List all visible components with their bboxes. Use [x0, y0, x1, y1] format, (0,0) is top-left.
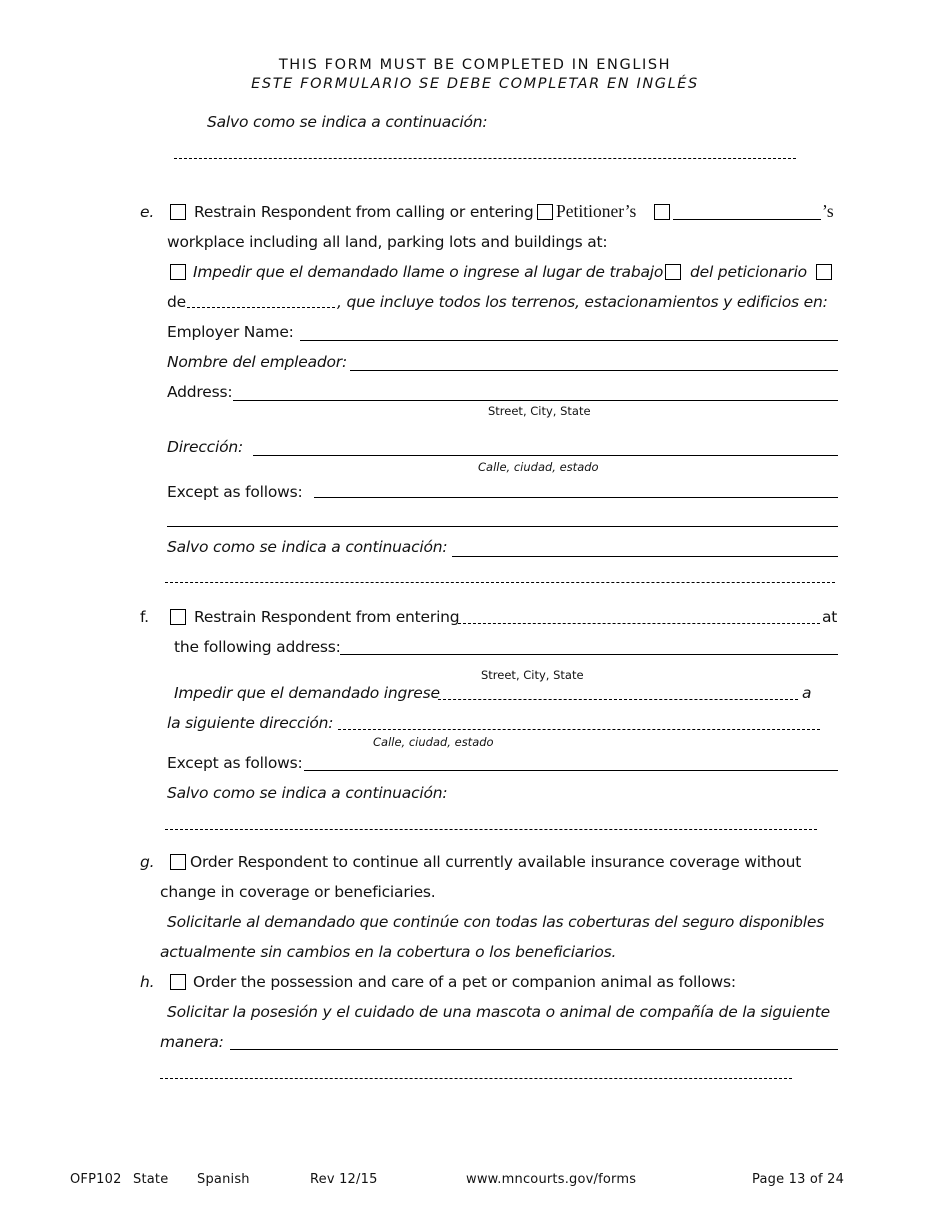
item-e-except-field[interactable]	[314, 497, 838, 498]
item-e-address-field[interactable]	[233, 400, 838, 401]
item-e-workplace-text: workplace including all land, parking lots and buildings at:	[167, 233, 608, 251]
item-e-street-hint: Street, City, State	[488, 404, 591, 418]
item-e-petitioner-checkbox[interactable]	[537, 204, 553, 220]
item-f-except-label: Except as follows:	[167, 754, 303, 772]
item-e-letter: e.	[140, 203, 155, 221]
item-f-address-field[interactable]	[340, 654, 838, 655]
item-h-es1: Solicitar la posesión y el cuidado de una mascota o animal de compañía de la siguiente	[167, 1003, 830, 1021]
item-g-checkbox[interactable]	[170, 854, 186, 870]
item-f-salvo-field[interactable]	[165, 829, 817, 830]
item-e-direccion-field[interactable]	[253, 455, 838, 456]
item-e-de: de	[167, 293, 186, 311]
item-f-restrain-text: Restrain Respondent from entering	[194, 608, 460, 626]
item-e-employer-label: Employer Name:	[167, 323, 294, 341]
item-f-impedir-text: Impedir que el demandado ingrese	[174, 684, 440, 702]
footer-url[interactable]: www.mncourts.gov/forms	[466, 1172, 637, 1187]
item-f-direccion-field[interactable]	[338, 729, 820, 730]
item-e-de-field[interactable]	[187, 307, 335, 308]
item-f-letter: f.	[140, 608, 149, 626]
item-e-employer-field[interactable]	[300, 340, 838, 341]
item-f-checkbox[interactable]	[170, 609, 186, 625]
item-h-checkbox[interactable]	[170, 974, 186, 990]
item-e-impedir-text: Impedir que el demandado llame o ingrese al lugar de trabajo	[193, 263, 664, 281]
item-e-es-checkbox[interactable]	[170, 264, 186, 280]
item-e-except-field-2[interactable]	[167, 526, 838, 527]
footer-form-id: OFP102	[70, 1172, 122, 1187]
item-f-entering-field[interactable]	[458, 623, 820, 624]
item-f-calle-hint: Calle, ciudad, estado	[373, 735, 494, 749]
footer-page-number: Page 13 of 24	[752, 1172, 845, 1187]
top-salvo-label: Salvo como se indica a continuación:	[207, 113, 488, 131]
item-e-checkbox[interactable]	[170, 204, 186, 220]
item-e-salvo-field-2[interactable]	[165, 582, 835, 583]
item-h-manera-field-2[interactable]	[160, 1078, 792, 1079]
item-e-direccion-label: Dirección:	[167, 438, 244, 456]
item-f-ingrese-field[interactable]	[438, 699, 798, 700]
item-e-nombre-empleador-field[interactable]	[350, 370, 838, 371]
item-e-address-label: Address:	[167, 383, 233, 401]
item-g-letter: g.	[140, 853, 155, 871]
item-f-street-hint: Street, City, State	[481, 668, 584, 682]
item-f-at: at	[822, 608, 838, 626]
item-f-except-field[interactable]	[304, 770, 838, 771]
item-h-es2: manera:	[160, 1033, 224, 1051]
item-e-salvo-label: Salvo como se indica a continuación:	[167, 538, 448, 556]
item-f-siguiente-label: la siguiente dirección:	[167, 714, 334, 732]
item-e-other-name-field[interactable]	[673, 219, 821, 220]
header-english: THIS FORM MUST BE COMPLETED IN ENGLISH	[278, 57, 672, 73]
item-g-es2: actualmente sin cambios en la cobertura o los beneficiarios.	[160, 943, 617, 961]
footer-revision: Rev 12/15	[310, 1172, 378, 1187]
item-h-letter: h.	[140, 973, 155, 991]
item-f-following-label: the following address:	[174, 638, 341, 656]
item-e-que-incluye: , que incluye todos los terrenos, estacionamientos y edificios en:	[337, 293, 828, 311]
item-g-es1: Solicitarle al demandado que continúe con todas las coberturas del seguro disponibles	[167, 913, 825, 931]
item-e-nombre-empleador-label: Nombre del empleador:	[167, 353, 347, 371]
item-f-a: a	[802, 684, 812, 702]
header-spanish: ESTE FORMULARIO SE DEBE COMPLETAR EN INGLÉS	[251, 76, 699, 92]
top-salvo-field[interactable]	[174, 158, 796, 159]
item-e-es-peticionario-checkbox[interactable]	[665, 264, 681, 280]
footer-state: State	[133, 1172, 169, 1187]
item-e-es-other-checkbox[interactable]	[816, 264, 832, 280]
item-h-manera-field[interactable]	[230, 1049, 838, 1050]
item-g-line2: change in coverage or beneficiaries.	[160, 883, 436, 901]
item-f-salvo-label: Salvo como se indica a continuación:	[167, 784, 448, 802]
footer-language: Spanish	[197, 1172, 250, 1187]
item-e-except-label: Except as follows:	[167, 483, 303, 501]
item-e-other-checkbox[interactable]	[654, 204, 670, 220]
item-e-possessive: ’s	[822, 201, 834, 221]
item-e-restrain-text: Restrain Respondent from calling or entering	[194, 203, 534, 221]
item-e-calle-hint: Calle, ciudad, estado	[478, 460, 599, 474]
item-e-petitioners-label: Petitioner’s	[556, 201, 637, 221]
item-g-line1: Order Respondent to continue all currently available insurance coverage without	[190, 853, 802, 871]
item-h-line1: Order the possession and care of a pet or companion animal as follows:	[193, 973, 736, 991]
item-e-salvo-field[interactable]	[452, 556, 838, 557]
item-e-del-peticionario: del peticionario	[690, 263, 807, 281]
